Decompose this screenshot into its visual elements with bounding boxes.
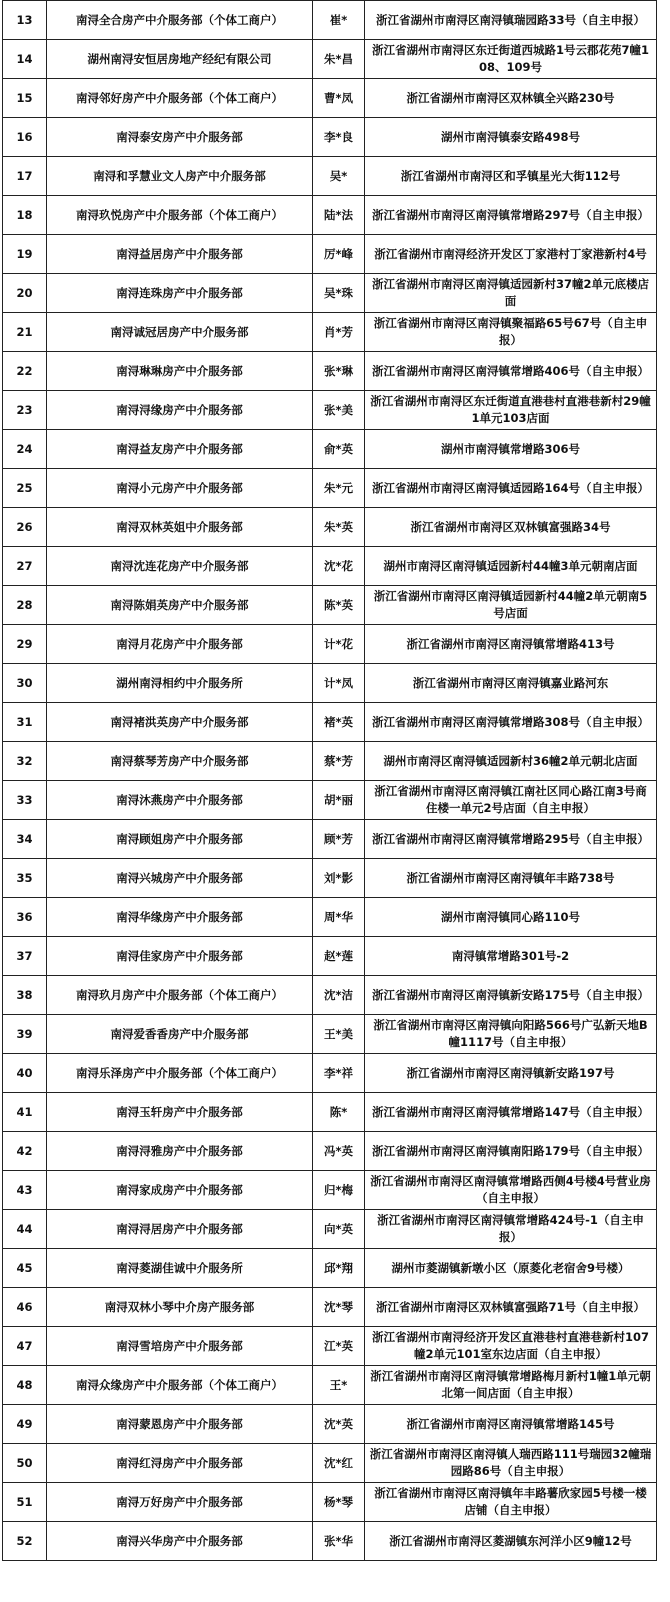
agency-address: 湖州市菱湖镇新墩小区（原菱化老宿舍9号楼） [365, 1249, 657, 1288]
representative-name: 曹*凤 [313, 79, 365, 118]
table-row [3, 274, 657, 313]
agency-name: 南浔家成房产中介服务部 [47, 1171, 313, 1210]
representative-name: 陈*英 [313, 586, 365, 625]
table-row [3, 1171, 657, 1210]
row-number: 49 [3, 1405, 47, 1444]
row-number: 41 [3, 1093, 47, 1132]
representative-name: 刘*影 [313, 859, 365, 898]
row-number: 34 [3, 820, 47, 859]
agency-address: 湖州市南浔镇常增路306号 [365, 430, 657, 469]
table-row [3, 118, 657, 157]
table-row [3, 469, 657, 508]
agency-address: 浙江省湖州市南浔区双林镇富强路71号（自主申报） [365, 1288, 657, 1327]
table-row [3, 937, 657, 976]
agency-address: 浙江省湖州市南浔区南浔镇常增路406号（自主申报） [365, 352, 657, 391]
row-number: 25 [3, 469, 47, 508]
row-number: 36 [3, 898, 47, 937]
representative-name: 张*华 [313, 1522, 365, 1561]
row-number: 16 [3, 118, 47, 157]
agency-address: 浙江省湖州市南浔区南浔镇适园路164号（自主申报） [365, 469, 657, 508]
row-number: 47 [3, 1327, 47, 1366]
row-number: 38 [3, 976, 47, 1015]
row-number: 17 [3, 157, 47, 196]
representative-name: 杨*琴 [313, 1483, 365, 1522]
table-row [3, 742, 657, 781]
representative-name: 邱*翔 [313, 1249, 365, 1288]
agency-name: 南浔邻好房产中介服务部（个体工商户） [47, 79, 313, 118]
agency-name: 南浔褚洪英房产中介服务部 [47, 703, 313, 742]
row-number: 13 [3, 1, 47, 40]
agency-registry-table [2, 0, 657, 1561]
representative-name: 沈*红 [313, 1444, 365, 1483]
table-row [3, 664, 657, 703]
row-number: 44 [3, 1210, 47, 1249]
representative-name: 厉*峰 [313, 235, 365, 274]
representative-name: 周*华 [313, 898, 365, 937]
table-row [3, 1015, 657, 1054]
agency-address: 浙江省湖州市南浔区南浔镇常增路147号（自主申报） [365, 1093, 657, 1132]
representative-name: 冯*英 [313, 1132, 365, 1171]
agency-address: 浙江省湖州市南浔区双林镇富强路34号 [365, 508, 657, 547]
agency-address: 浙江省湖州市南浔区南浔镇南阳路179号（自主申报） [365, 1132, 657, 1171]
table-row [3, 625, 657, 664]
agency-name: 南浔泰安房产中介服务部 [47, 118, 313, 157]
representative-name: 陈* [313, 1093, 365, 1132]
representative-name: 张*琳 [313, 352, 365, 391]
agency-name: 南浔爱香香房产中介服务部 [47, 1015, 313, 1054]
agency-name: 南浔月花房产中介服务部 [47, 625, 313, 664]
agency-address: 浙江省湖州市南浔区南浔镇适园新村37幢2单元底楼店面 [365, 274, 657, 313]
row-number: 40 [3, 1054, 47, 1093]
agency-name: 南浔雪培房产中介服务部 [47, 1327, 313, 1366]
representative-name: 吴*珠 [313, 274, 365, 313]
agency-address: 浙江省湖州市南浔区双林镇全兴路230号 [365, 79, 657, 118]
row-number: 45 [3, 1249, 47, 1288]
agency-name: 南浔众缘房产中介服务部（个体工商户） [47, 1366, 313, 1405]
agency-address: 浙江省湖州市南浔区南浔镇聚福路65号67号（自主申报） [365, 313, 657, 352]
agency-address: 浙江省湖州市南浔区东迁街道直港巷村直港巷新村29幢1单元103店面 [365, 391, 657, 430]
table-row [3, 157, 657, 196]
row-number: 51 [3, 1483, 47, 1522]
agency-name: 南浔玉轩房产中介服务部 [47, 1093, 313, 1132]
representative-name: 朱*元 [313, 469, 365, 508]
table-body [3, 1, 657, 1561]
table-row [3, 196, 657, 235]
agency-name: 南浔红浔房产中介服务部 [47, 1444, 313, 1483]
table-row [3, 1327, 657, 1366]
row-number: 18 [3, 196, 47, 235]
agency-name: 南浔浔缘房产中介服务部 [47, 391, 313, 430]
agency-address: 浙江省湖州市南浔区南浔镇新安路175号（自主申报） [365, 976, 657, 1015]
table-row [3, 1054, 657, 1093]
representative-name: 沈*英 [313, 1405, 365, 1444]
representative-name: 朱*昌 [313, 40, 365, 79]
table-row [3, 1366, 657, 1405]
row-number: 46 [3, 1288, 47, 1327]
table-row [3, 781, 657, 820]
agency-name: 南浔玖月房产中介服务部（个体工商户） [47, 976, 313, 1015]
representative-name: 向*英 [313, 1210, 365, 1249]
row-number: 27 [3, 547, 47, 586]
agency-name: 南浔佳家房产中介服务部 [47, 937, 313, 976]
table-row [3, 1288, 657, 1327]
agency-name: 南浔蔡琴芳房产中介服务部 [47, 742, 313, 781]
agency-name: 南浔乐泽房产中介服务部（个体工商户） [47, 1054, 313, 1093]
row-number: 15 [3, 79, 47, 118]
table-row [3, 313, 657, 352]
representative-name: 蔡*芳 [313, 742, 365, 781]
representative-name: 张*美 [313, 391, 365, 430]
table-row [3, 976, 657, 1015]
row-number: 21 [3, 313, 47, 352]
row-number: 23 [3, 391, 47, 430]
agency-address: 浙江省湖州市南浔区南浔镇年丰路738号 [365, 859, 657, 898]
representative-name: 李*良 [313, 118, 365, 157]
representative-name: 肖*芳 [313, 313, 365, 352]
row-number: 31 [3, 703, 47, 742]
agency-name: 南浔浔居房产中介服务部 [47, 1210, 313, 1249]
table-row [3, 547, 657, 586]
agency-name: 南浔万好房产中介服务部 [47, 1483, 313, 1522]
table-row [3, 79, 657, 118]
agency-name: 南浔诚冠居房产中介服务部 [47, 313, 313, 352]
row-number: 37 [3, 937, 47, 976]
agency-address: 浙江省湖州市南浔区南浔镇适园新村44幢2单元朝南5号店面 [365, 586, 657, 625]
table-row [3, 586, 657, 625]
agency-address: 浙江省湖州市南浔区南浔镇常增路424号-1（自主申报） [365, 1210, 657, 1249]
table-row [3, 40, 657, 79]
agency-address: 湖州市南浔区南浔镇适园新村36幢2单元朝北店面 [365, 742, 657, 781]
agency-address: 南浔镇常增路301号-2 [365, 937, 657, 976]
row-number: 33 [3, 781, 47, 820]
agency-address: 浙江省湖州市南浔区和孚镇星光大街112号 [365, 157, 657, 196]
representative-name: 沈*花 [313, 547, 365, 586]
representative-name: 朱*英 [313, 508, 365, 547]
agency-address: 浙江省湖州市南浔区南浔镇人瑞西路111号瑞园32幢瑞园路86号（自主申报） [365, 1444, 657, 1483]
agency-name: 湖州南浔相约中介服务所 [47, 664, 313, 703]
agency-name: 南浔玖悦房产中介服务部（个体工商户） [47, 196, 313, 235]
agency-name: 南浔陈娟英房产中介服务部 [47, 586, 313, 625]
agency-address: 浙江省湖州市南浔经济开发区丁家港村丁家港新村4号 [365, 235, 657, 274]
table-row [3, 1093, 657, 1132]
representative-name: 李*祥 [313, 1054, 365, 1093]
representative-name: 沈*洁 [313, 976, 365, 1015]
agency-name: 南浔益友房产中介服务部 [47, 430, 313, 469]
table-row [3, 391, 657, 430]
agency-address: 浙江省湖州市南浔区南浔镇常增路梅月新村1幢1单元朝北第一间店面（自主申报） [365, 1366, 657, 1405]
agency-name: 南浔兴城房产中介服务部 [47, 859, 313, 898]
agency-address: 浙江省湖州市南浔区菱湖镇东河洋小区9幢12号 [365, 1522, 657, 1561]
agency-address: 浙江省湖州市南浔区南浔镇年丰路薯欣家园5号楼一楼店铺（自主申报） [365, 1483, 657, 1522]
table-row [3, 1210, 657, 1249]
table-row [3, 820, 657, 859]
agency-address: 湖州市南浔镇同心路110号 [365, 898, 657, 937]
representative-name: 归*梅 [313, 1171, 365, 1210]
row-number: 29 [3, 625, 47, 664]
agency-name: 南浔沐燕房产中介服务部 [47, 781, 313, 820]
agency-address: 浙江省湖州市南浔区南浔镇常增路297号（自主申报） [365, 196, 657, 235]
representative-name: 计*花 [313, 625, 365, 664]
row-number: 35 [3, 859, 47, 898]
agency-address: 浙江省湖州市南浔区南浔镇新安路197号 [365, 1054, 657, 1093]
representative-name: 赵*莲 [313, 937, 365, 976]
representative-name: 沈*琴 [313, 1288, 365, 1327]
table-row [3, 1132, 657, 1171]
representative-name: 胡*丽 [313, 781, 365, 820]
table-row [3, 1405, 657, 1444]
row-number: 30 [3, 664, 47, 703]
agency-name: 南浔连珠房产中介服务部 [47, 274, 313, 313]
table-row [3, 235, 657, 274]
agency-name: 南浔顾姐房产中介服务部 [47, 820, 313, 859]
table-row [3, 1249, 657, 1288]
table-row [3, 1, 657, 40]
agency-name: 南浔双林英姐中介服务部 [47, 508, 313, 547]
representative-name: 计*凤 [313, 664, 365, 703]
agency-name: 南浔浔雅房产中介服务部 [47, 1132, 313, 1171]
representative-name: 王*美 [313, 1015, 365, 1054]
agency-address: 浙江省湖州市南浔区南浔镇常增路413号 [365, 625, 657, 664]
representative-name: 俞*英 [313, 430, 365, 469]
representative-name: 吴* [313, 157, 365, 196]
row-number: 22 [3, 352, 47, 391]
row-number: 52 [3, 1522, 47, 1561]
representative-name: 褚*英 [313, 703, 365, 742]
representative-name: 崔* [313, 1, 365, 40]
agency-name: 南浔菱湖佳诚中介服务所 [47, 1249, 313, 1288]
agency-address: 浙江省湖州市南浔区东迁街道西城路1号云郡花苑7幢108、109号 [365, 40, 657, 79]
row-number: 43 [3, 1171, 47, 1210]
agency-address: 浙江省湖州市南浔区南浔镇常增路西侧4号楼4号营业房（自主申报） [365, 1171, 657, 1210]
agency-address: 湖州市南浔镇泰安路498号 [365, 118, 657, 157]
row-number: 19 [3, 235, 47, 274]
agency-address: 浙江省湖州市南浔区南浔镇向阳路566号广弘新天地B幢1117号（自主申报） [365, 1015, 657, 1054]
row-number: 48 [3, 1366, 47, 1405]
row-number: 20 [3, 274, 47, 313]
representative-name: 江*英 [313, 1327, 365, 1366]
agency-name: 南浔和孚慧业文人房产中介服务部 [47, 157, 313, 196]
row-number: 28 [3, 586, 47, 625]
table-row [3, 1444, 657, 1483]
agency-name: 南浔华缘房产中介服务部 [47, 898, 313, 937]
agency-address: 浙江省湖州市南浔区南浔镇瑞园路33号（自主申报） [365, 1, 657, 40]
representative-name: 王* [313, 1366, 365, 1405]
row-number: 24 [3, 430, 47, 469]
agency-address: 浙江省湖州市南浔经济开发区直港巷村直港巷新村107幢2单元101室东边店面（自主申报） [365, 1327, 657, 1366]
table-row [3, 352, 657, 391]
table-row [3, 859, 657, 898]
table-row [3, 898, 657, 937]
agency-address: 浙江省湖州市南浔区南浔镇常增路295号（自主申报） [365, 820, 657, 859]
table-row [3, 508, 657, 547]
table-row [3, 430, 657, 469]
row-number: 39 [3, 1015, 47, 1054]
row-number: 50 [3, 1444, 47, 1483]
representative-name: 陆*法 [313, 196, 365, 235]
table-row [3, 1483, 657, 1522]
agency-address: 浙江省湖州市南浔区南浔镇嘉业路河东 [365, 664, 657, 703]
agency-address: 浙江省湖州市南浔区南浔镇江南社区同心路江南3号商住楼一单元2号店面（自主申报） [365, 781, 657, 820]
table-row [3, 1522, 657, 1561]
agency-name: 南浔双林小琴中介房产服务部 [47, 1288, 313, 1327]
agency-name: 南浔兴华房产中介服务部 [47, 1522, 313, 1561]
table-row [3, 703, 657, 742]
agency-address: 湖州市南浔区南浔镇适园新村44幢3单元朝南店面 [365, 547, 657, 586]
row-number: 42 [3, 1132, 47, 1171]
agency-address: 浙江省湖州市南浔区南浔镇常增路145号 [365, 1405, 657, 1444]
agency-name: 南浔沈连花房产中介服务部 [47, 547, 313, 586]
agency-name: 湖州南浔安恒居房地产经纪有限公司 [47, 40, 313, 79]
agency-name: 南浔益居房产中介服务部 [47, 235, 313, 274]
row-number: 26 [3, 508, 47, 547]
row-number: 32 [3, 742, 47, 781]
agency-address: 浙江省湖州市南浔区南浔镇常增路308号（自主申报） [365, 703, 657, 742]
agency-name: 南浔蒙恩房产中介服务部 [47, 1405, 313, 1444]
representative-name: 顾*芳 [313, 820, 365, 859]
row-number: 14 [3, 40, 47, 79]
agency-name: 南浔全合房产中介服务部（个体工商户） [47, 1, 313, 40]
agency-name: 南浔琳琳房产中介服务部 [47, 352, 313, 391]
agency-name: 南浔小元房产中介服务部 [47, 469, 313, 508]
